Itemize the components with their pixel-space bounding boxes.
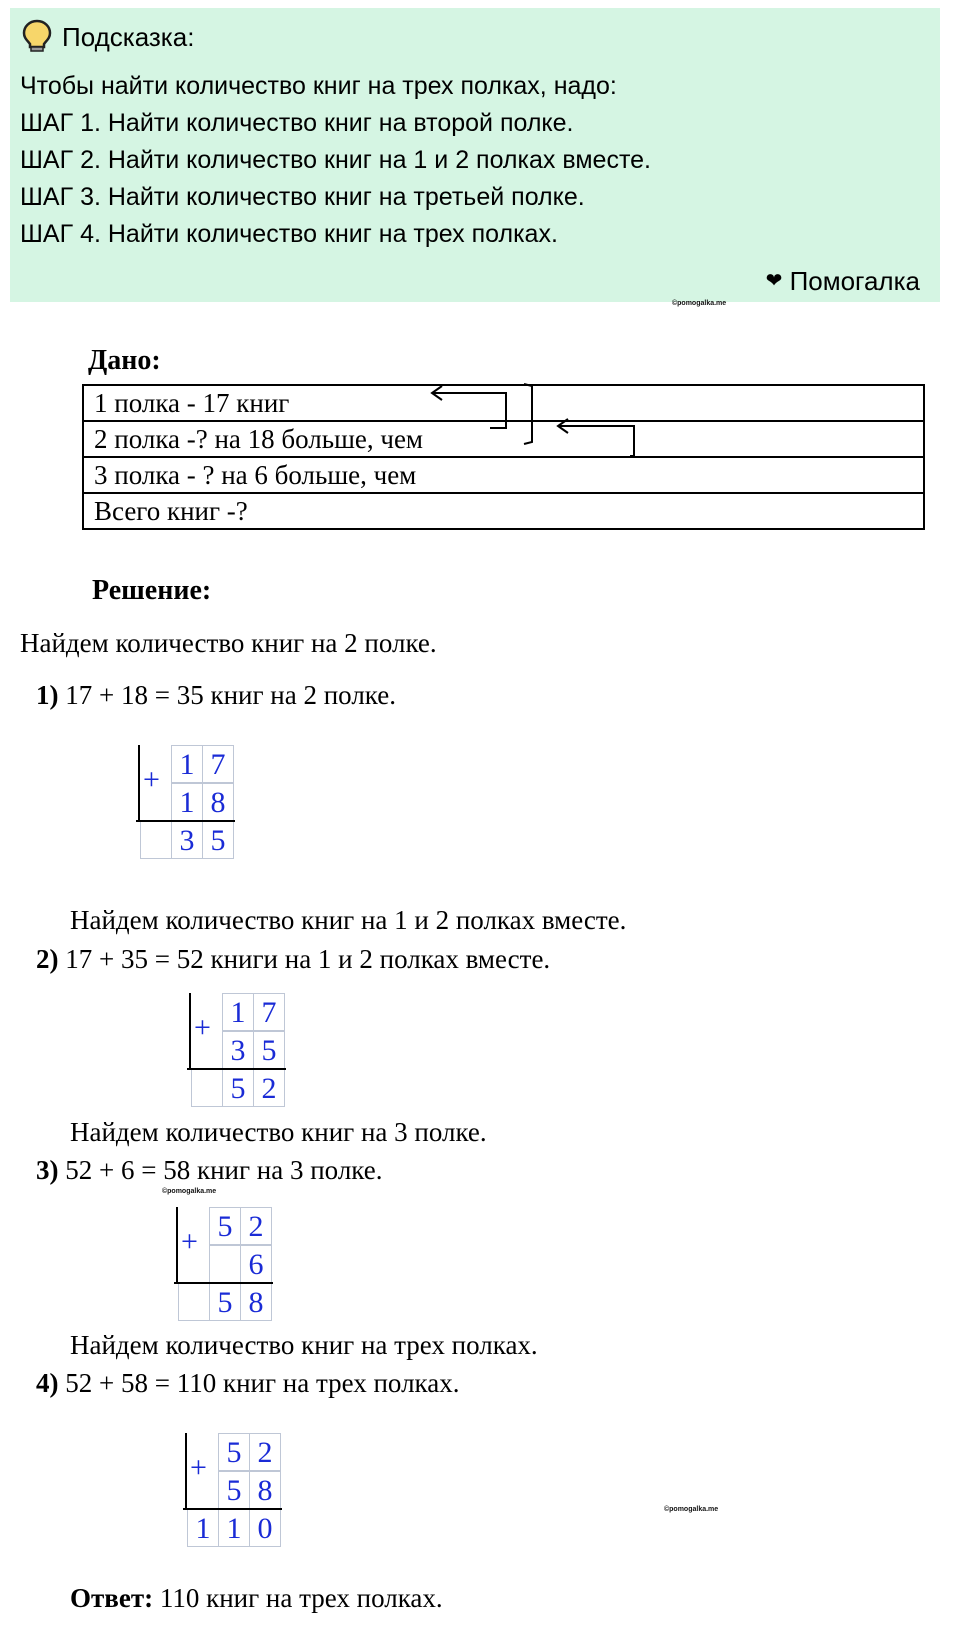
digit-cell: 5 <box>218 1433 250 1471</box>
sum-line <box>183 1508 282 1510</box>
sum-line <box>174 1282 273 1284</box>
vertical-rule <box>176 1207 178 1283</box>
plus-sign: + <box>181 1225 198 1258</box>
hint-step-3: ШАГ 3. Найти количество книг на третьей полке. <box>20 183 585 211</box>
digit-cell: 1 <box>187 1509 219 1547</box>
given-row: 2 полка -? на 18 больше, чем <box>83 421 924 457</box>
sum-line <box>136 820 235 822</box>
step-label: ШАГ 2. <box>20 146 101 174</box>
digit-cell: 0 <box>249 1509 281 1547</box>
hint-step-4: ШАГ 4. Найти количество книг на трех полках. <box>20 220 558 248</box>
step-1-expression: 1) 17 + 18 = 35 книг на 2 полке. <box>36 680 396 710</box>
relation-arrows <box>0 0 960 520</box>
digit-cell: 2 <box>253 1069 285 1107</box>
step-3-caption: Найдем количество книг на 3 полке. <box>70 1117 487 1147</box>
digit-cell: 7 <box>202 745 234 783</box>
step-4-caption: Найдем количество книг на трех полках. <box>70 1330 538 1360</box>
given-row: 3 полка - ? на 6 больше, чем <box>83 457 924 493</box>
heart-icon: ❤ <box>765 270 783 292</box>
brand-label: ❤ Помогалка <box>765 266 920 296</box>
digit-cell <box>209 1245 241 1283</box>
plus-sign: + <box>194 1011 211 1044</box>
answer-label: Ответ: <box>70 1583 154 1613</box>
digit-cell: 1 <box>222 993 254 1031</box>
digit-cell <box>191 1069 223 1107</box>
digit-cell <box>178 1283 210 1321</box>
hint-title: Подсказка: <box>62 22 195 52</box>
given-row: Всего книг -? <box>83 493 924 529</box>
plus-sign: + <box>143 763 160 796</box>
step-2-expression: 2) 17 + 35 = 52 книги на 1 и 2 полках вместе. <box>36 944 551 974</box>
digit-cell: 2 <box>240 1207 272 1245</box>
vertical-rule <box>185 1433 187 1509</box>
digit-cell: 7 <box>253 993 285 1031</box>
digit-cell: 5 <box>209 1283 241 1321</box>
sum-line <box>187 1068 286 1070</box>
given-heading: Дано: <box>88 345 161 376</box>
solution-heading: Решение: <box>92 575 212 606</box>
digit-cell: 8 <box>240 1283 272 1321</box>
digit-cell: 5 <box>202 821 234 859</box>
step-label: ШАГ 3. <box>20 183 101 211</box>
digit-cell: 5 <box>209 1207 241 1245</box>
digit-cell: 1 <box>218 1509 250 1547</box>
digit-cell: 2 <box>249 1433 281 1471</box>
hint-line: Чтобы найти количество книг на трех полках, надо: <box>20 72 617 100</box>
vertical-rule <box>138 745 140 821</box>
plus-sign: + <box>190 1451 207 1484</box>
digit-cell: 5 <box>218 1471 250 1509</box>
step-4-expression: 4) 52 + 58 = 110 книг на трех полках. <box>36 1368 460 1398</box>
step-2-caption: Найдем количество книг на 1 и 2 полках вместе. <box>70 905 627 935</box>
hint-step-2: ШАГ 2. Найти количество книг на 1 и 2 полках вместе. <box>20 146 651 174</box>
vertical-rule <box>189 993 191 1069</box>
digit-cell: 1 <box>171 783 203 821</box>
given-row: 1 полка - 17 книг <box>83 385 924 421</box>
digit-cell: 5 <box>222 1069 254 1107</box>
solution-intro: Найдем количество книг на 2 полке. <box>20 628 437 658</box>
digit-cell: 8 <box>202 783 234 821</box>
step-3-expression: 3) 52 + 6 = 58 книг на 3 полке. <box>36 1155 383 1185</box>
digit-cell: 6 <box>240 1245 272 1283</box>
digit-cell: 3 <box>222 1031 254 1069</box>
digit-cell: 1 <box>171 745 203 783</box>
watermark: ©pomogalka.me <box>672 300 727 307</box>
digit-cell: 8 <box>249 1471 281 1509</box>
watermark: ©pomogalka.me <box>664 1506 719 1513</box>
answer-text: 110 книг на трех полках. <box>153 1583 443 1613</box>
hint-step-1: ШАГ 1. Найти количество книг на второй полке. <box>20 109 574 137</box>
digit-cell: 3 <box>171 821 203 859</box>
digit-cell <box>140 821 172 859</box>
watermark: ©pomogalka.me <box>162 1188 217 1195</box>
digit-cell: 5 <box>253 1031 285 1069</box>
step-label: ШАГ 1. <box>20 109 101 137</box>
step-label: ШАГ 4. <box>20 220 101 248</box>
answer <box>70 1583 443 1614</box>
